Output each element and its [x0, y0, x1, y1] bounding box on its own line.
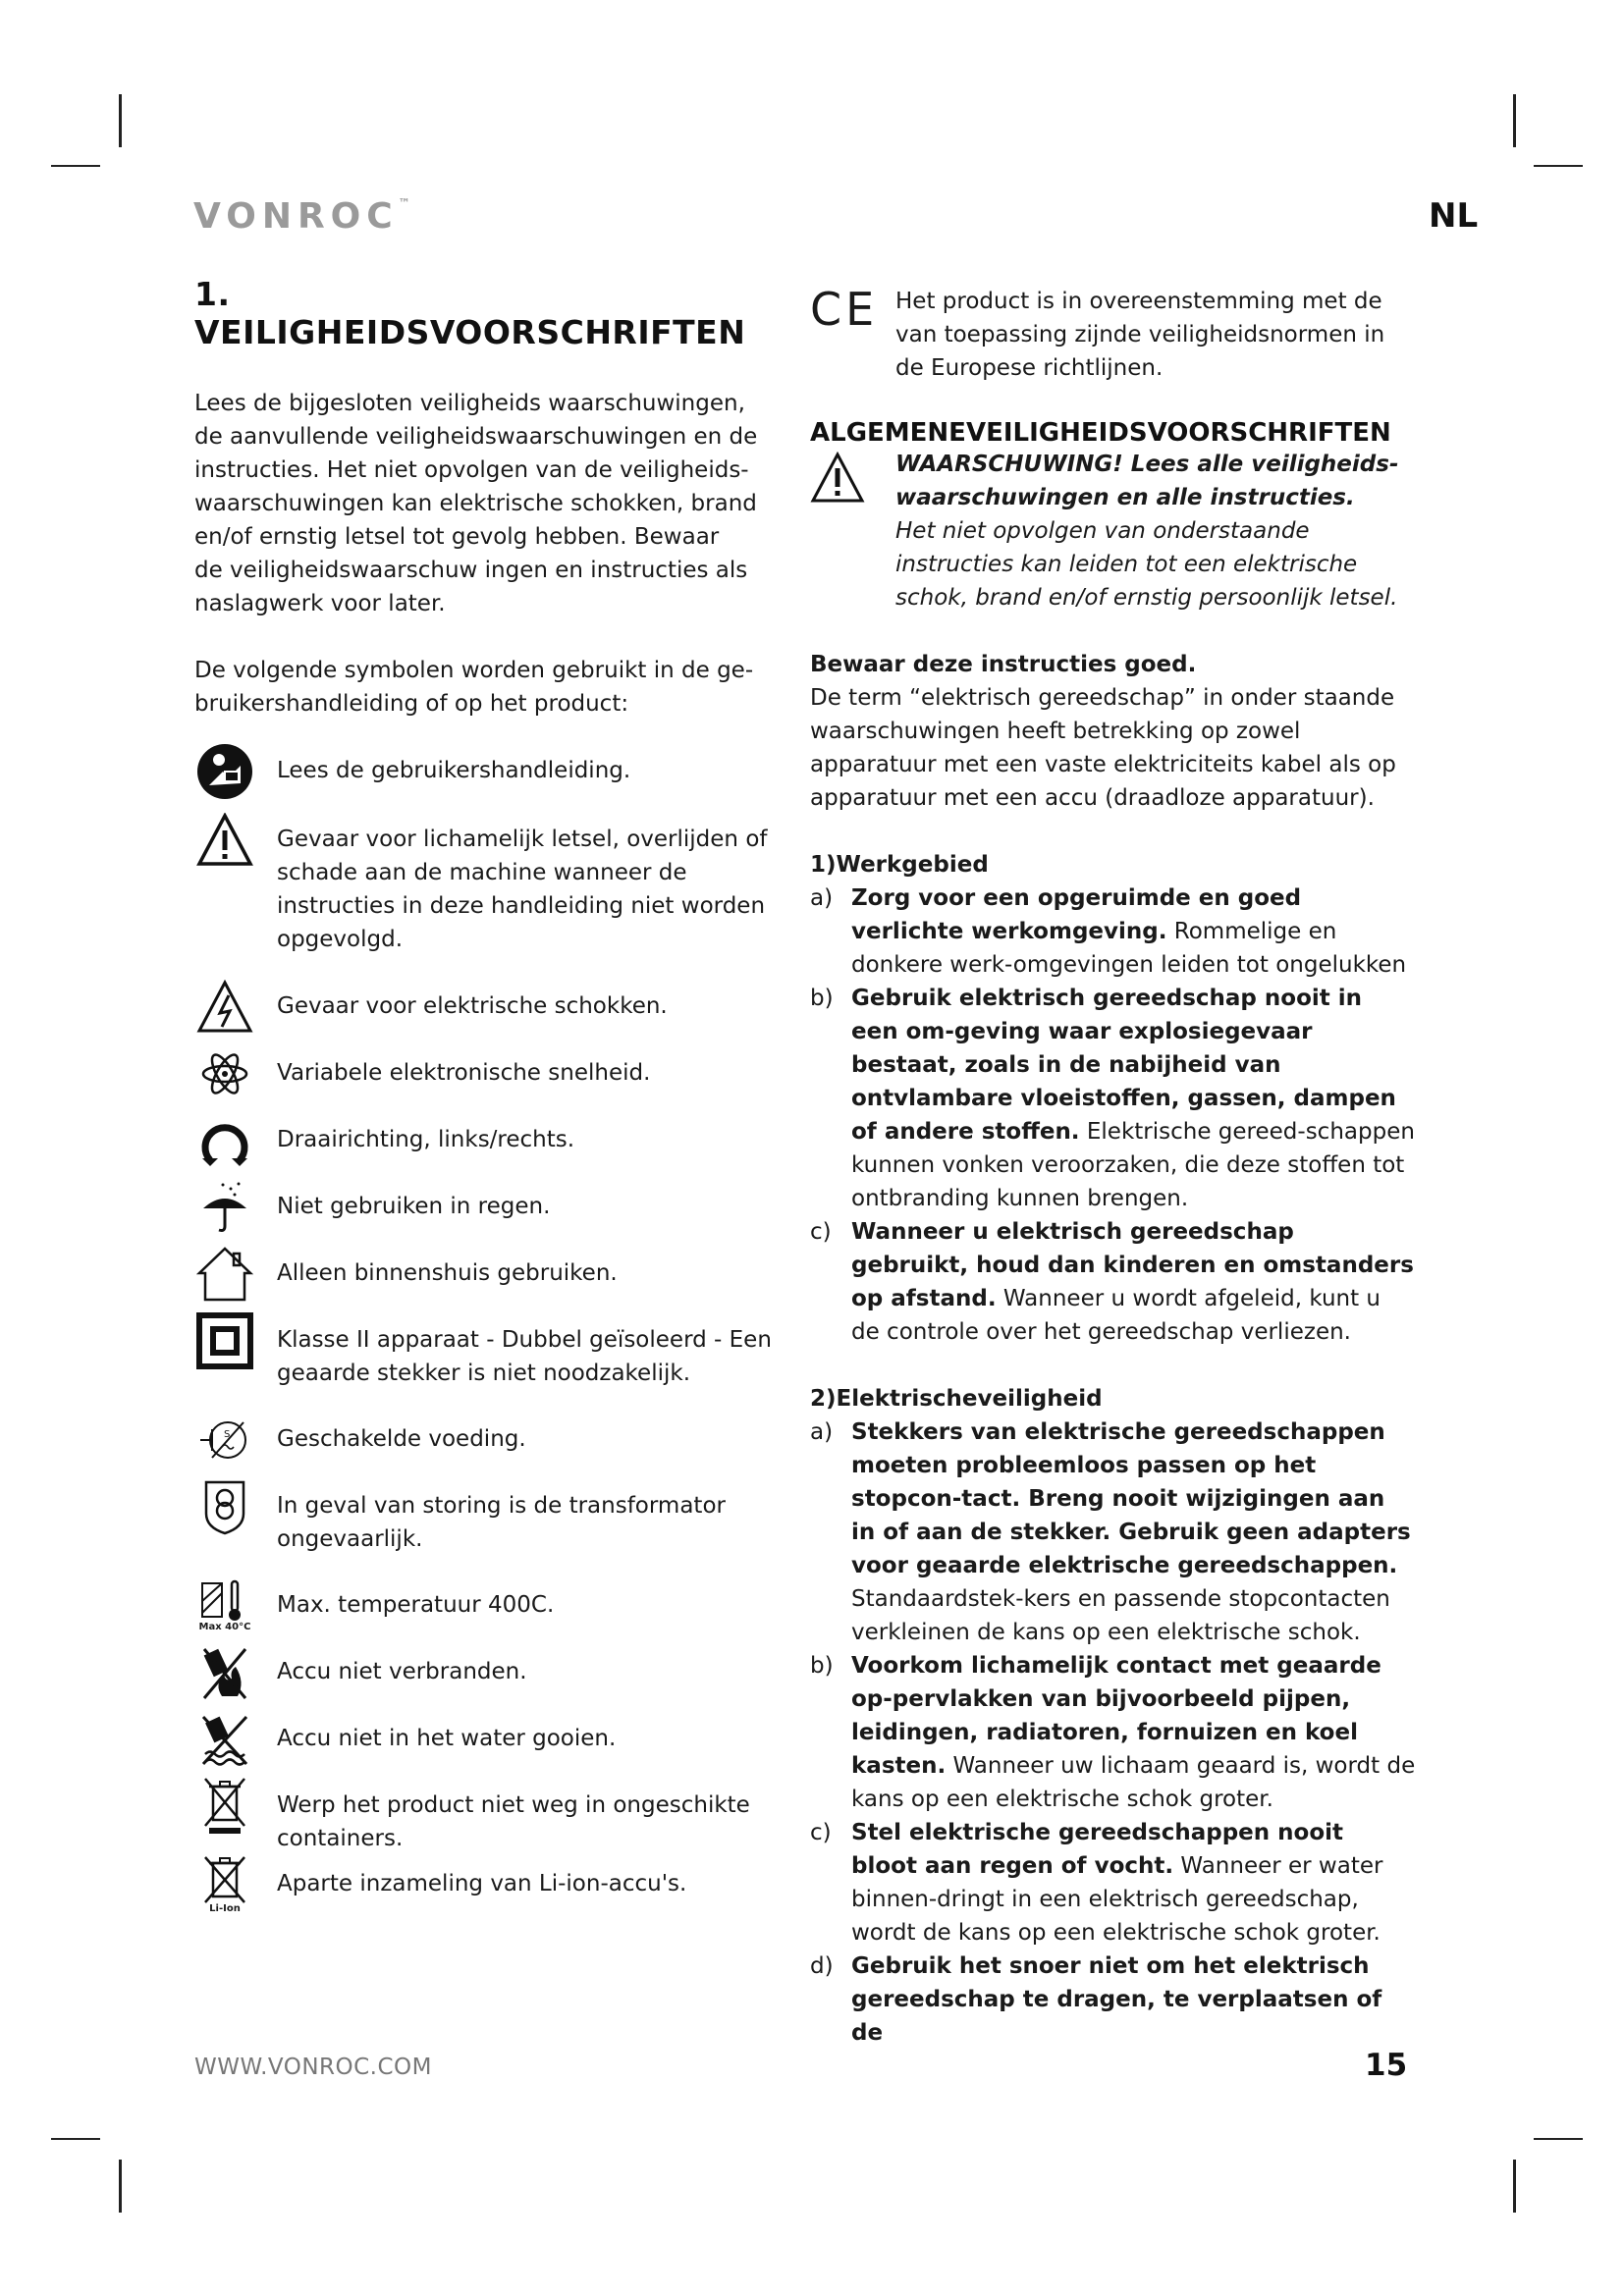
symbol-row: Li-Ion Aparte inzameling van Li-ion-accu's. [194, 1855, 784, 1924]
read-manual-icon [194, 742, 255, 801]
class-2-icon [194, 1311, 255, 1370]
section-title: 1. VEILIGHEIDSVOORSCHRIFTEN [194, 275, 746, 351]
indoor-use-icon [194, 1245, 255, 1304]
symbol-row: Variabele elektronische snelheid. [194, 1044, 784, 1111]
left-column [194, 275, 784, 1924]
crop-mark [1513, 94, 1516, 147]
symbol-row: Klasse II apparaat - Dubbel geïsoleerd - Een geaarde stekker is niet noodzakelijk. [194, 1311, 784, 1411]
list-item: a) Zorg voor een opgeruimde en goed verlichte werkomgeving. Rommelige en donkere werk-omgevingen leiden tot ongelukken [810, 885, 1407, 978]
symbol-row: Draairichting, links/rechts. [194, 1111, 784, 1178]
list-item: d) Gebruik het snoer niet om het elektrisch gereedschap te dragen, te verplaatsen of de [810, 1953, 1382, 2046]
symbols-intro: De volgende symbolen worden gebruikt in de ge- bruikershandleiding of op het product: [194, 658, 754, 717]
list-item: b) Gebruik elektrisch gereedschap nooit in een om-geving waar explosiegevaar bestaat, zoals in de nabijheid van ontvlambare vloeistoffen, gassen, dampen of andere stoffen. Elektrische gereed-schappen kunnen vonken veroorzaken, die deze stoffen tot ontbranding kunnen brengen. [810, 986, 1415, 1211]
symbol-row: Werp het product niet weg in ongeschikte containers. [194, 1777, 784, 1855]
list-item: c) Stel elektrische gereedschappen nooit bloot aan regen of vocht. Wanneer er water binnen-dringt in een elektrisch gereedschap, wordt de kans op een elektrische schok groter. [810, 1820, 1383, 1946]
symbol-row: In geval van storing is de transformator ongevaarlijk. [194, 1477, 784, 1576]
crop-mark [51, 2138, 100, 2140]
symbol-row: Alleen binnenshuis gebruiken. [194, 1245, 784, 1311]
section-electrical-safety-title: 2)Elektrischeveiligheid [810, 1386, 1103, 1412]
symbol-row: Niet gebruiken in regen. [194, 1178, 784, 1245]
right-column [810, 285, 1419, 2050]
language-code: NL [1429, 196, 1479, 236]
crop-mark [119, 2160, 122, 2213]
symbol-row: Accu niet verbranden. [194, 1643, 784, 1710]
crop-mark [1534, 2138, 1583, 2140]
list-item: a) Stekkers van elektrische gereedschappen moeten probleemloos passen op het stopcon-tact. Breng nooit wijzigingen aan in of aan de stekker. Gebruik geen adapters voor geaarde elektrische gereedschappen. Standaardstek-kers en passende stopcontacten verkleinen de kans op een elektrische schok. [810, 1419, 1411, 1645]
warning-block: WAARSCHUWING! Lees alle veiligheids- waarschuwingen en alle instructies. Het niet opvolgen van onderstaande instructies kan leiden tot een elektrische schok, brand en/of ernstig persoonlijk letsel. [810, 448, 1419, 614]
no-fire-battery-icon [194, 1643, 255, 1702]
symbol-row: Gevaar voor lichamelijk letsel, overlijden of schade aan de machine wanneer de instructies in deze handleiding niet worden opgevolgd. [194, 811, 784, 978]
no-rain-icon [194, 1178, 255, 1237]
no-water-battery-icon [194, 1710, 255, 1769]
crop-mark [51, 165, 100, 167]
symbol-row: Lees de gebruikershandleiding. [194, 742, 784, 811]
section-work-area-title: 1)Werkgebied [810, 852, 989, 878]
max-temperature-icon: Max 40°C [194, 1576, 255, 1635]
warning-icon [810, 448, 895, 508]
brand-logo: VONROC™ [193, 196, 410, 237]
symbol-row: Max 40°C Max. temperatuur 400C. [194, 1576, 784, 1643]
variable-speed-icon [194, 1044, 255, 1103]
fail-safe-transformer-icon [194, 1477, 255, 1536]
rotation-direction-icon [194, 1111, 255, 1170]
crop-mark [119, 94, 122, 147]
ce-statement: CE Het product is in overeenstemming met de van toepassing zijnde veiligheidsnormen in de Europese richtlijnen. [810, 283, 1385, 381]
keep-instructions: Bewaar deze instructies goed. [810, 652, 1197, 677]
crop-mark [1534, 165, 1583, 167]
symbol-row: Accu niet in het water gooien. [194, 1710, 784, 1777]
switched-power-supply-icon [194, 1411, 255, 1469]
li-ion-recycle-icon: Li-Ion [194, 1855, 255, 1914]
intro-paragraph: Lees de bijgesloten veiligheids waarschuwingen, de aanvullende veiligheidswaarschuwingen en de instructies. Het niet opvolgen van de veiligheids- waarschuwingen kan elektrische schokken, brand en/of ernstig letsel tot gevolg hebben. Bewaar de veiligheidswaarschuw ingen en instructies als naslagwerk voor later. [194, 391, 758, 616]
list-item: c) Wanneer u elektrisch gereedschap gebruikt, houd dan kinderen en omstanders op afstand. Wanneer u wordt afgeleid, kunt u de controle over het gereedschap verliezen. [810, 1219, 1414, 1345]
ce-mark-icon: CE [810, 283, 879, 336]
weee-bin-icon [194, 1777, 255, 1836]
footer-url: WWW.VONROC.COM [194, 2055, 432, 2080]
page-number: 15 [1365, 2048, 1408, 2083]
general-safety-heading: ALGEMENEVEILIGHEIDSVOORSCHRIFTEN [810, 418, 1391, 448]
symbol-row: S Geschakelde voeding. [194, 1411, 784, 1477]
warning-icon [194, 811, 255, 870]
electric-shock-icon [194, 978, 255, 1037]
term-paragraph: De term “elektrisch gereedschap” in onder staande waarschuwingen heeft betrekking op zowel apparatuur met een vaste elektriciteits kabel als op apparatuur met een accu (draadloze apparatuur). [810, 685, 1396, 811]
list-item: b) Voorkom lichamelijk contact met geaarde op-pervlakken van bijvoorbeeld pijpen, leidingen, radiatoren, fornuizen en koel kasten. Wanneer uw lichaam geaard is, wordt de kans op een elektrische schok groter. [810, 1653, 1416, 1812]
svg-text:S: S [224, 1429, 231, 1440]
symbol-row: Gevaar voor elektrische schokken. [194, 978, 784, 1044]
crop-mark [1513, 2160, 1516, 2213]
